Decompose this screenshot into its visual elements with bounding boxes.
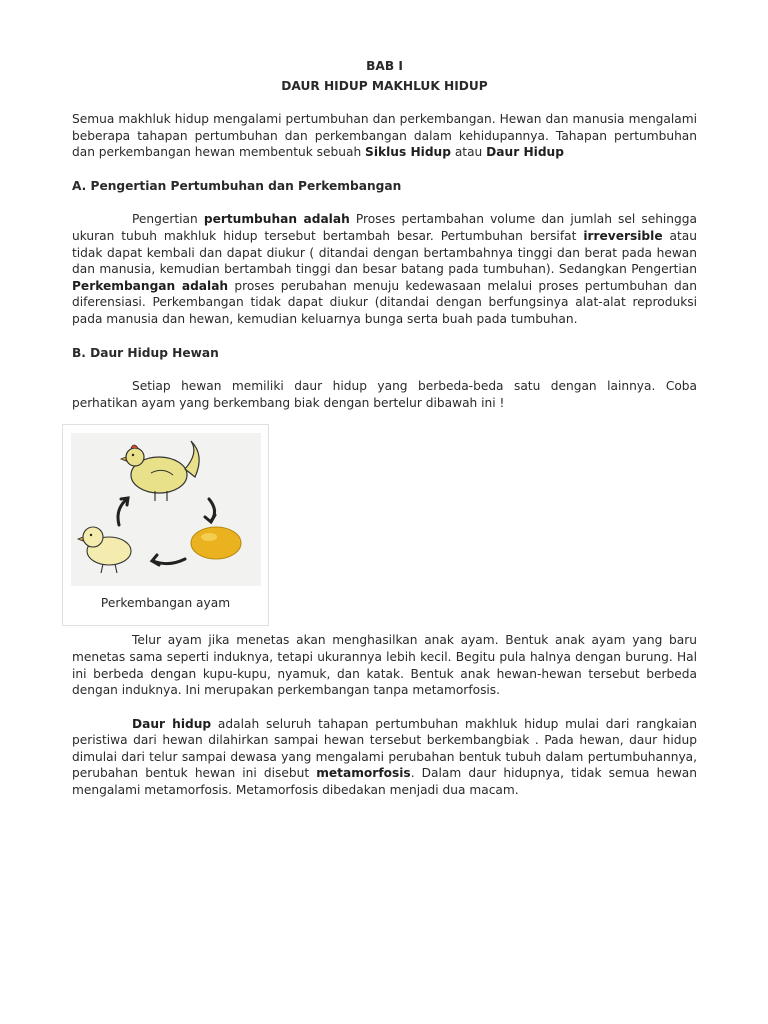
section-a-heading: A. Pengertian Pertumbuhan dan Perkembangan <box>72 178 402 193</box>
intro-text: Semua makhluk hidup mengalami pertumbuhan dan perkembangan. Hewan dan manusia mengalami beberapa tahapan pertumbuhan dan perkembangan dalam kehidupannya. Tahapan pertumbuhan dan perkembangan hewan membentuk sebuah <box>72 112 697 160</box>
figure-caption: Perkembangan ayam <box>100 596 231 611</box>
chapter-label: BAB I <box>366 59 403 73</box>
intro-connector: atau <box>450 145 487 160</box>
section-b-paragraph-2 <box>72 716 697 799</box>
section-a-text: proses perubahan menuju kedewasaan melalui proses pertumbuhan dan diferensiasi. Perkembangan tidak dapat diukur (ditandai dengan berfungsinya alat-alat reproduksi pada manusia dan hewan, kemudian keluarnya bunga serta buah pada tumbuhan. <box>72 278 697 326</box>
term-daur-hidup: Daur Hidup <box>486 145 564 160</box>
term-pertumbuhan: pertumbuhan adalah <box>203 212 350 227</box>
chicken-lifecycle-figure <box>62 424 269 626</box>
chicken-lifecycle-illustration <box>71 433 261 586</box>
term-irreversible: irreversible <box>583 228 663 243</box>
term-siklus-hidup: Siklus Hidup <box>365 145 451 160</box>
section-a-text: atau tidak dapat kembali dan dapat diukur ( ditandai dengan bertambahnya tinggi dan berat pada hewan dan manusia, kemudian bertambah tinggi dan besar batang pada tumbuhan). Sedangkan Pengertian <box>72 228 697 277</box>
section-a-paragraph <box>72 211 697 327</box>
term-daur-hidup-2: Daur hidup <box>132 716 212 731</box>
section-a-text: Proses pertambahan volume dan jumlah sel sehingga ukuran tubuh makhluk hidup tersebut bertambah besar. Pertumbuhan bersifat <box>72 212 697 243</box>
chapter-title: DAUR HIDUP MAKHLUK HIDUP <box>281 79 488 93</box>
section-b-intro: Setiap hewan memiliki daur hidup yang berbeda-beda satu dengan lainnya. Coba perhatikan ayam yang berkembang biak dengan bertelur dibawah ini ! <box>72 379 697 410</box>
chick-illustration <box>78 527 131 573</box>
document-page <box>72 58 697 799</box>
intro-paragraph <box>72 111 697 161</box>
section-b-text: . Dalam daur hidupnya, tidak semua hewan mengalami metamorfosis. Metamorfosis dibedakan menjadi dua macam. <box>72 766 697 798</box>
section-b-paragraph-1: Telur ayam jika menetas akan menghasilkan anak ayam. Bentuk anak ayam yang baru menetas sama seperti induknya, tetapi ukurannya lebih kecil. Begitu pula halnya dengan burung. Hal ini berbeda dengan kupu-kupu, nyamuk, dan katak. Bentuk anak hewan-hewan tersebut berbeda dengan induknya. Ini merupakan perkembangan tanpa metamorfosis. <box>72 633 697 698</box>
hen-illustration <box>121 441 199 501</box>
section-b-text: adalah seluruh tahapan pertumbuhan makhluk hidup mulai dari rangkaian peristiwa dari hewan dilahirkan sampai hewan tersebut berkembangbiak . Pada hewan, daur hidup dimulai dari telur sampai dewasa yang mengalami perubahan bentuk tubuh dalam pertumbuhannya, perubahan bentuk hewan ini disebut <box>72 716 697 781</box>
section-b-heading: B. Daur Hidup Hewan <box>72 345 219 360</box>
egg-illustration <box>191 527 241 559</box>
term-perkembangan: Perkembangan adalah <box>72 278 229 293</box>
section-a-text: Pengertian <box>132 212 204 227</box>
lifecycle-svg <box>71 433 261 586</box>
term-metamorfosis: metamorfosis <box>316 766 411 781</box>
